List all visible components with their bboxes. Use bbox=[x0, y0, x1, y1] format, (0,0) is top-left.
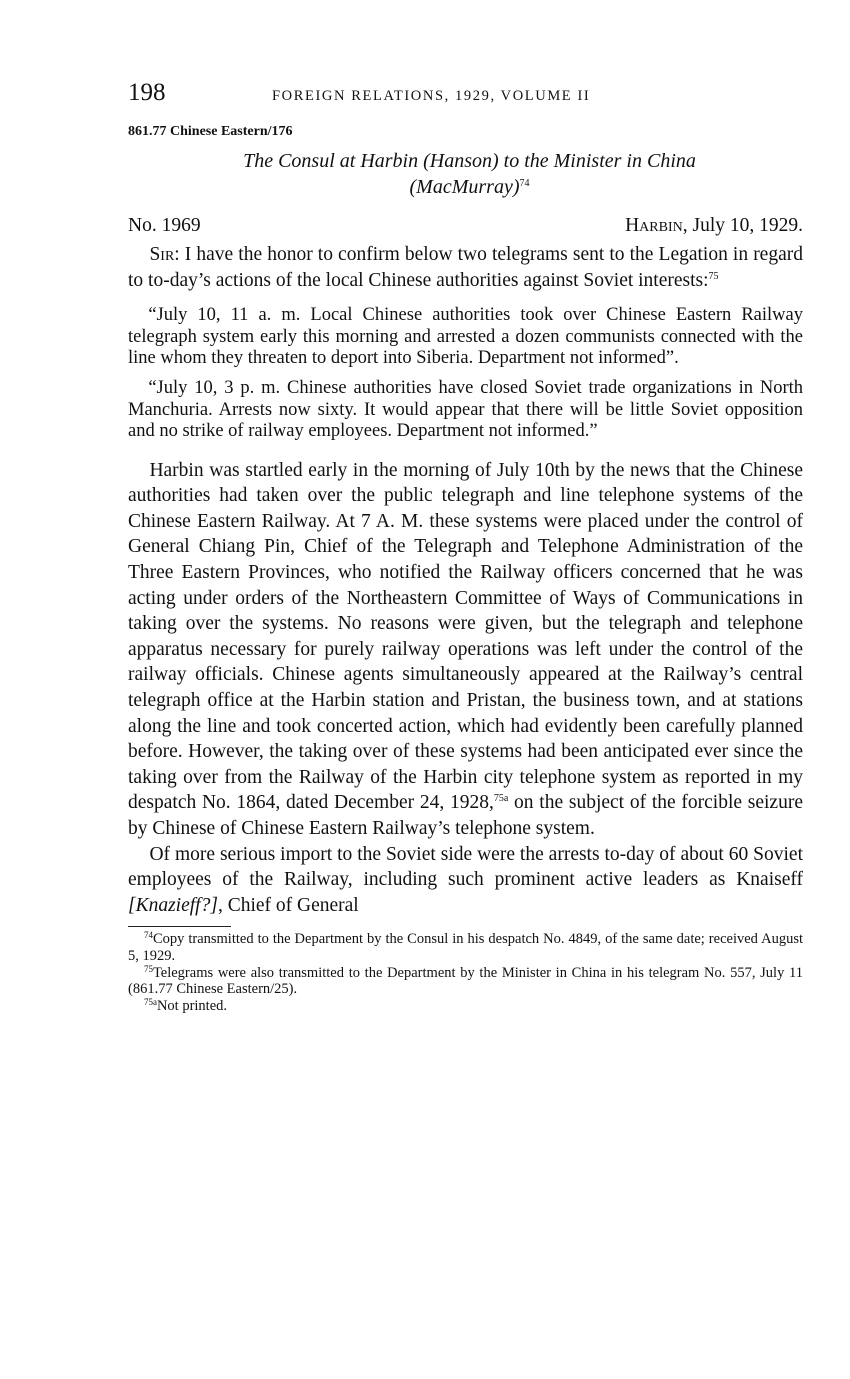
intro-text: I have the honor to confirm below two telegrams sent to the Legation in regard to to-day’s actions of the local Chinese authorities against Soviet interests: bbox=[128, 244, 803, 291]
footnote-ref-75a: 75a bbox=[493, 793, 509, 805]
footnote-75a bbox=[128, 998, 803, 1015]
telegram-2: “July 10, 3 p. m. Chinese authorities have closed Soviet trade organizations in North Manchuria. Arrests now sixty. It would appear that there will be little Soviet opposition and no strike of railway employees. Department not informed.” bbox=[128, 378, 803, 442]
footnote-ref-74: 74 bbox=[519, 178, 530, 189]
date: July 10, 1929. bbox=[692, 215, 803, 236]
body-paragraph-1 bbox=[128, 458, 803, 842]
footnote-mark: 75 bbox=[143, 963, 153, 974]
para1-text-a: Harbin was startled early in the morning of July 10th by the news that the Chinese authorities had taken over the public telegraph and line telephone systems of the Chinese Eastern Railway. At 7 A. M. these systems were placed under the control of General Chiang Pin, Chief of the Telegraph and Telephone Administration of the Three Eastern Provinces, who notified the Railway officers concerned that he was acting under orders of the Northeastern Committee of Ways of Communications in taking over the systems. No reasons were given, but the telegraph and telephone apparatus necessary for purely railway operations was left under the control of the railway officials. Chinese agents simultaneously appeared at the Railway’s central telegraph office at the Harbin station and Pristan, the business town, and at stations along the line and took concerted action, which had evidently been carefully planned before. However, the taking over of these systems had been anticipated ever since the taking over from the Railway of the Harbin city telephone system as reported in my despatch No. 1864, dated December 24, 1928, bbox=[128, 459, 803, 814]
footnote-divider bbox=[128, 926, 231, 927]
file-number: 861.77 Chinese Eastern/176 bbox=[128, 124, 293, 139]
place-date bbox=[625, 214, 803, 238]
heading-line-2 bbox=[136, 174, 803, 200]
salutation: Sir: bbox=[149, 244, 180, 265]
running-title: FOREIGN RELATIONS, 1929, VOLUME II bbox=[272, 88, 591, 104]
telegram-1: “July 10, 11 a. m. Local Chinese authorities took over Chinese Eastern Railway telegraph system early this morning and arrested a dozen communists connected with the line whom they threaten to deport into Siberia. Department not informed”. bbox=[128, 305, 803, 368]
heading-line-1: The Consul at Harbin (Hanson) to the Minister in China bbox=[243, 150, 696, 172]
despatch-number: No. 1969 bbox=[128, 215, 201, 236]
footnote-text: Copy transmitted to the Department by the Consul in his despatch No. 4849, of the same date; received August 5, 1929. bbox=[128, 931, 803, 964]
heading-addressee: (MacMurray) bbox=[409, 176, 520, 198]
salutation-paragraph bbox=[128, 242, 803, 293]
para2-text-a: Of more serious import to the Soviet side were the arrests to-day of about 60 Soviet employees of the Railway, including such prominent active leaders as Knaiseff bbox=[128, 843, 803, 891]
dateline bbox=[128, 214, 803, 238]
para2-text-b: , Chief of General bbox=[217, 894, 359, 916]
document-page bbox=[128, 78, 803, 1014]
footnote-text: Telegrams were also transmitted to the Department by the Minister in China in his telegram No. 557, July 11 (861.77 Chinese Eastern/25). bbox=[128, 964, 803, 998]
para2-italic: [Knazieff?] bbox=[128, 894, 218, 916]
running-head bbox=[128, 78, 803, 114]
footnote-ref-75: 75 bbox=[708, 270, 719, 282]
footnote-text: Not printed. bbox=[156, 997, 228, 1014]
footnotes bbox=[128, 931, 803, 1014]
para1-text-b: on the subject of the forcible seizure by Chinese of Chinese Eastern Railway’s telephone system. bbox=[128, 792, 803, 839]
footnote-mark: 74 bbox=[143, 930, 153, 941]
place: Harbin, bbox=[625, 215, 688, 236]
page-number: 198 bbox=[128, 79, 166, 106]
footnote-mark: 75a bbox=[143, 996, 157, 1007]
footnote-75 bbox=[128, 965, 803, 998]
body-paragraph-2 bbox=[128, 842, 803, 919]
document-heading bbox=[128, 148, 803, 200]
footnote-74 bbox=[128, 931, 803, 964]
